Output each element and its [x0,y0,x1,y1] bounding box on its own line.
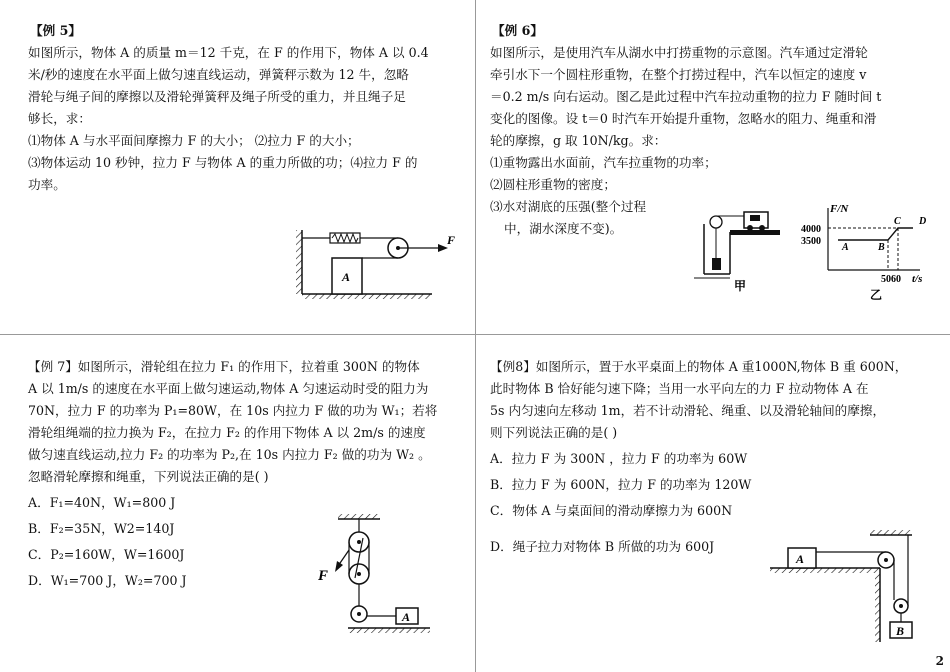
vertical-divider [475,0,476,672]
example-7-line: 滑轮组绳端的拉力换为 F₂，在拉力 F₂ 的作用下物体 A 以 2m/s 的速度 [28,425,426,440]
example-5-title: 【例 5】 [30,23,81,38]
chart-point-label: B [878,242,885,253]
chart-point-label: A [842,242,849,253]
example-7-line: A 以 1m/s 的速度在水平面上做匀速运动,物体 A 匀速运动时受的阻力为 [28,381,429,396]
example-7-force-label: F [318,568,329,584]
example-8-figure [768,530,918,644]
chart-title: 乙 [870,288,883,302]
example-6-line: 轮的摩擦，g 取 10N/kg。求： [490,133,667,148]
example-6-line: ⑵圆柱形重物的密度； [490,177,616,192]
example-5-figure [290,222,460,300]
chart-point-label: D [919,216,927,227]
example-6-line: 变化的图像。设 t＝0 时汽车开始提升重物，忽略水的阻力、绳重和滑 [490,111,877,126]
example-7-line: 做匀速直线运动,拉力 F₂ 的功率为 P₂,在 10s 内拉力 F₂ 做的功为 W₂ 。 [28,447,431,462]
example-5-force-label: F [447,233,456,247]
example-8-line: 5s 内匀速向左移动 1m，若不计动滑轮、绳重、以及滑轮轴间的摩擦， [490,403,886,418]
example-8-option-d: D．绳子拉力对物体 B 所做的功为 600J [490,539,715,554]
chart-series-line [838,228,913,240]
chart-ylabel: F/N [830,203,849,215]
example-6-line: 牵引水下一个圆柱形重物，在整个打捞过程中，汽车以恒定的速度 v [490,67,867,82]
chart-xlabel: t/s [912,273,923,285]
chart-point-label: C [894,216,901,227]
example-8-block-b-label: B [896,624,905,638]
chart-y-tick-label: 4000 [801,224,821,235]
example-8-option-c: C．物体 A 与桌面间的滑动摩擦力为 600N [490,503,733,518]
example-8-block-a-label: A [796,552,805,566]
example-7-line: 70N，拉力 F 的功率为 P₁=80W，在 10s 内拉力 F 做的功为 W₁；若将 [28,403,438,418]
example-5-line: 功率。 [28,177,66,192]
example-6-jia-label: 甲 [734,279,747,293]
example-5-line: 滑轮与绳子间的摩擦以及滑轮弹簧秤及绳子所受的重力，并且绳子足 [28,89,406,104]
example-6-line: ⑶水对湖底的压强(整个过程 [490,199,647,214]
example-7-line: 【例 7】如图所示，滑轮组在拉力 F₁ 的作用下，拉着重 300N 的物体 [28,359,420,374]
example-6-line: ⑴重物露出水面前，汽车拉重物的功率； [490,155,717,170]
example-6-line: 中，湖水深度不变)。 [504,221,623,236]
horizontal-divider [0,334,950,335]
example-6-line: ＝0.2 m/s 向右运动。图乙是此过程中汽车拉动重物的拉力 F 随时间 t [490,89,882,104]
example-5-block-label: A [342,270,351,284]
example-6-chart [800,200,935,304]
example-7-option-b: B．F₂=35N，W2=140J [28,521,175,536]
example-7-figure [310,510,440,640]
example-5 [28,20,460,196]
example-8-option-b: B．拉力 F 为 600N，拉力 F 的功率为 120W [490,477,752,492]
example-7-block-label: A [402,610,411,624]
example-7-option-d: D．W₁=700 J，W₂=700 J [28,573,187,588]
example-5-line: 米/秒的速度在水平面上做匀速直线运动，弹簧秤示数为 12 牛，忽略 [28,67,409,82]
example-8-line: 则下列说法正确的是( ) [490,425,618,440]
chart-x-tick-label: 60 [891,274,901,285]
chart-y-tick-label: 3500 [801,236,821,247]
example-7-option-a: A．F₁=40N，W₁=800 J [28,495,176,510]
example-5-line: 如图所示，物体 A 的质量 m＝12 千克，在 F 的作用下，物体 A 以 0.4 [28,45,429,60]
example-5-line: ⑶物体运动 10 秒钟，拉力 F 与物体 A 的重力所做的功；⑷拉力 F 的 [28,155,418,170]
example-7-line: 忽略滑轮摩擦和绳重，下列说法正确的是( ) [28,469,269,484]
example-8-line: 此时物体 B 恰好能匀速下降；当用一水平向左的力 F 拉动物体 A 在 [490,381,869,396]
example-5-line: ⑴物体 A 与水平面间摩擦力 F 的大小； ⑵拉力 F 的大小； [28,133,360,148]
page-number: 2 [935,654,944,668]
chart-x-tick-label: 50 [881,274,891,285]
example-8-option-a: A．拉力 F 为 300N ，拉力 F 的功率为 60W [490,451,748,466]
example-6-line: 如图所示，是使用汽车从湖水中打捞重物的示意图。汽车通过定滑轮 [490,45,868,60]
example-6-figure-jia [688,202,788,297]
example-8 [490,356,930,558]
example-5-line: 够长，求： [28,111,91,126]
example-8-line: 【例8】如图所示，置于水平桌面上的物体 A 重1000N,物体 B 重 600N， [490,359,908,374]
example-6-title: 【例 6】 [492,23,543,38]
example-7-option-c: C．P₂=160W，W=1600J [28,547,185,562]
